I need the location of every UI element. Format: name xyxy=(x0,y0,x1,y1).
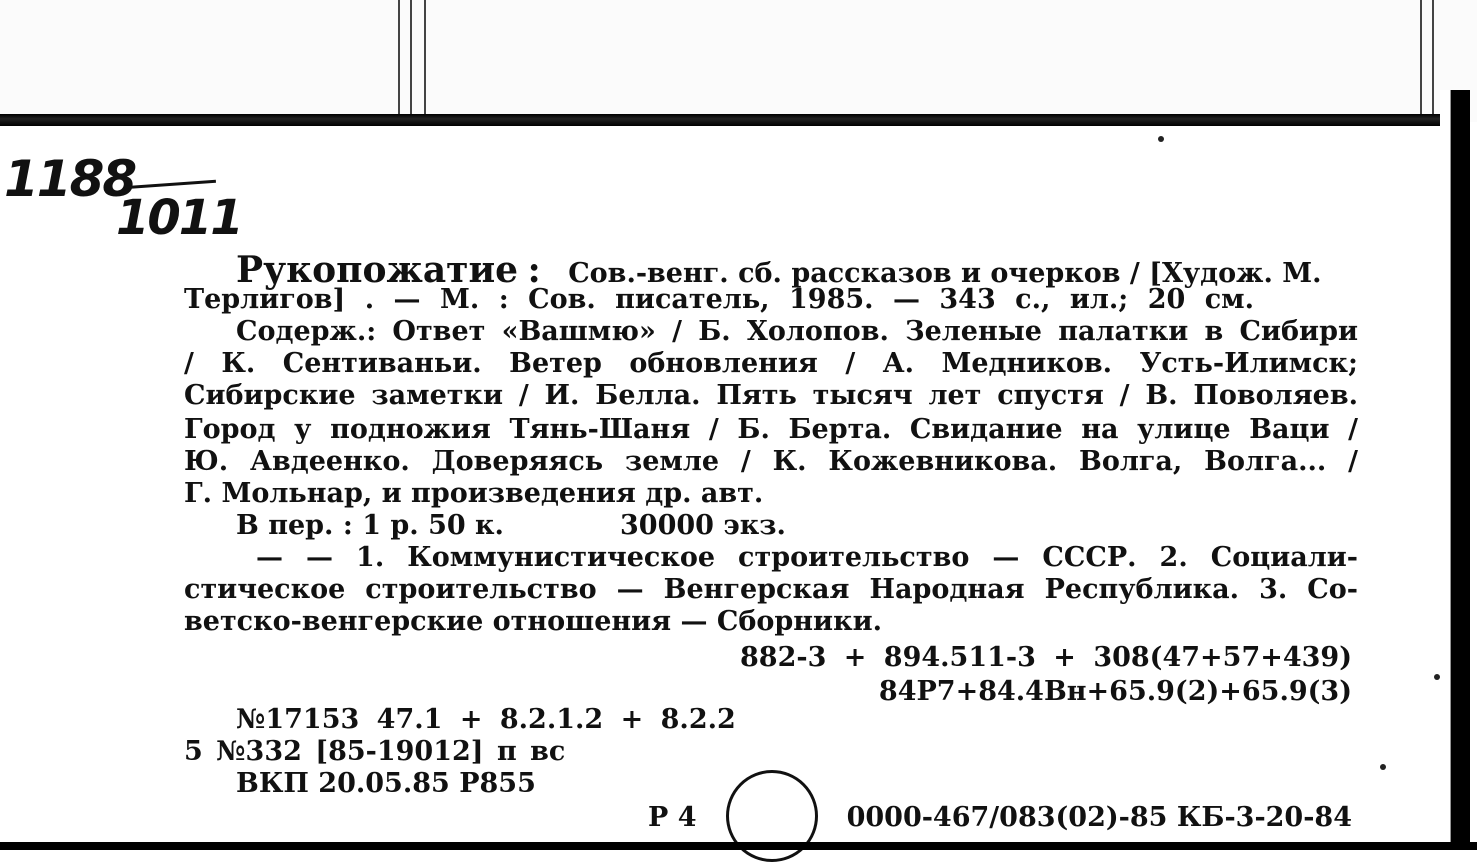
speck xyxy=(1380,764,1386,770)
card-bottom-edge xyxy=(0,842,1477,850)
subject-line: стическое строительство — Венгерская Народная Республика. 3. Со- xyxy=(184,574,1358,605)
publication-line: Терлигов] . — М. : Сов. писатель, 1985. — 343 с., ил.; 20 см. xyxy=(184,284,1254,315)
scan-line xyxy=(1420,0,1422,122)
contents-line: Сибирские заметки / И. Белла. Пять тысяч лет спустя / В. Поволяев. xyxy=(184,380,1358,411)
scan-line xyxy=(398,0,400,122)
subject-line: ветско-венгерские отношения — Сборники. xyxy=(184,606,883,637)
contents-line: / К. Сентиваньи. Ветер обновления / А. Медников. Усть-Илимск; xyxy=(184,348,1358,379)
call-number-bottom: 1011 xyxy=(116,190,242,246)
registration-number: №17153 47.1 + 8.2.1.2 + 8.2.2 xyxy=(236,704,736,735)
contents-line: Г. Мольнар, и произведения др. авт. xyxy=(184,478,764,509)
bbk-classification: 84Р7+84.4Вн+65.9(2)+65.9(3) xyxy=(878,676,1352,707)
contents-line: Город у подножия Тянь-Шаня / Б. Берта. Свидание на улице Ваци / xyxy=(184,414,1358,445)
subject-line: — — 1. Коммунистическое строительство — СССР. 2. Социали- xyxy=(256,542,1358,573)
speck xyxy=(1434,674,1440,680)
title-colon: : xyxy=(527,249,541,291)
price: В пер. : 1 р. 50 к. xyxy=(236,510,504,541)
scan-line xyxy=(1432,0,1434,122)
title-statement: Сов.-венг. сб. рассказов и очерков / [Худож. М. xyxy=(568,258,1322,289)
footer-index-right: 0000-467/083(02)-85 КБ-3-20-84 xyxy=(846,802,1352,833)
footer-index-left: Р 4 xyxy=(648,802,697,833)
contents-line: Ю. Авдеенко. Доверяясь земле / К. Кожевникова. Волга, Волга... / xyxy=(184,446,1358,477)
order-number: 5 №332 [85-19012] п вс xyxy=(184,736,566,767)
scan-background xyxy=(0,0,1477,122)
print-run: 30000 экз. xyxy=(620,510,786,541)
speck xyxy=(1158,136,1164,142)
contents-line: Содерж.: Ответ «Вашмю» / Б. Холопов. Зеленые палатки в Сибири xyxy=(236,316,1358,347)
vkp-line: ВКП 20.05.85 Р855 xyxy=(236,768,536,799)
udc-classification: 882-3 + 894.511-3 + 308(47+57+439) xyxy=(740,642,1352,673)
book-title: Рукопожатие xyxy=(236,249,519,291)
call-number-top: 1188 xyxy=(4,150,136,208)
scan-line xyxy=(410,0,412,122)
scan-line xyxy=(424,0,426,122)
card-top-edge xyxy=(0,114,1460,126)
